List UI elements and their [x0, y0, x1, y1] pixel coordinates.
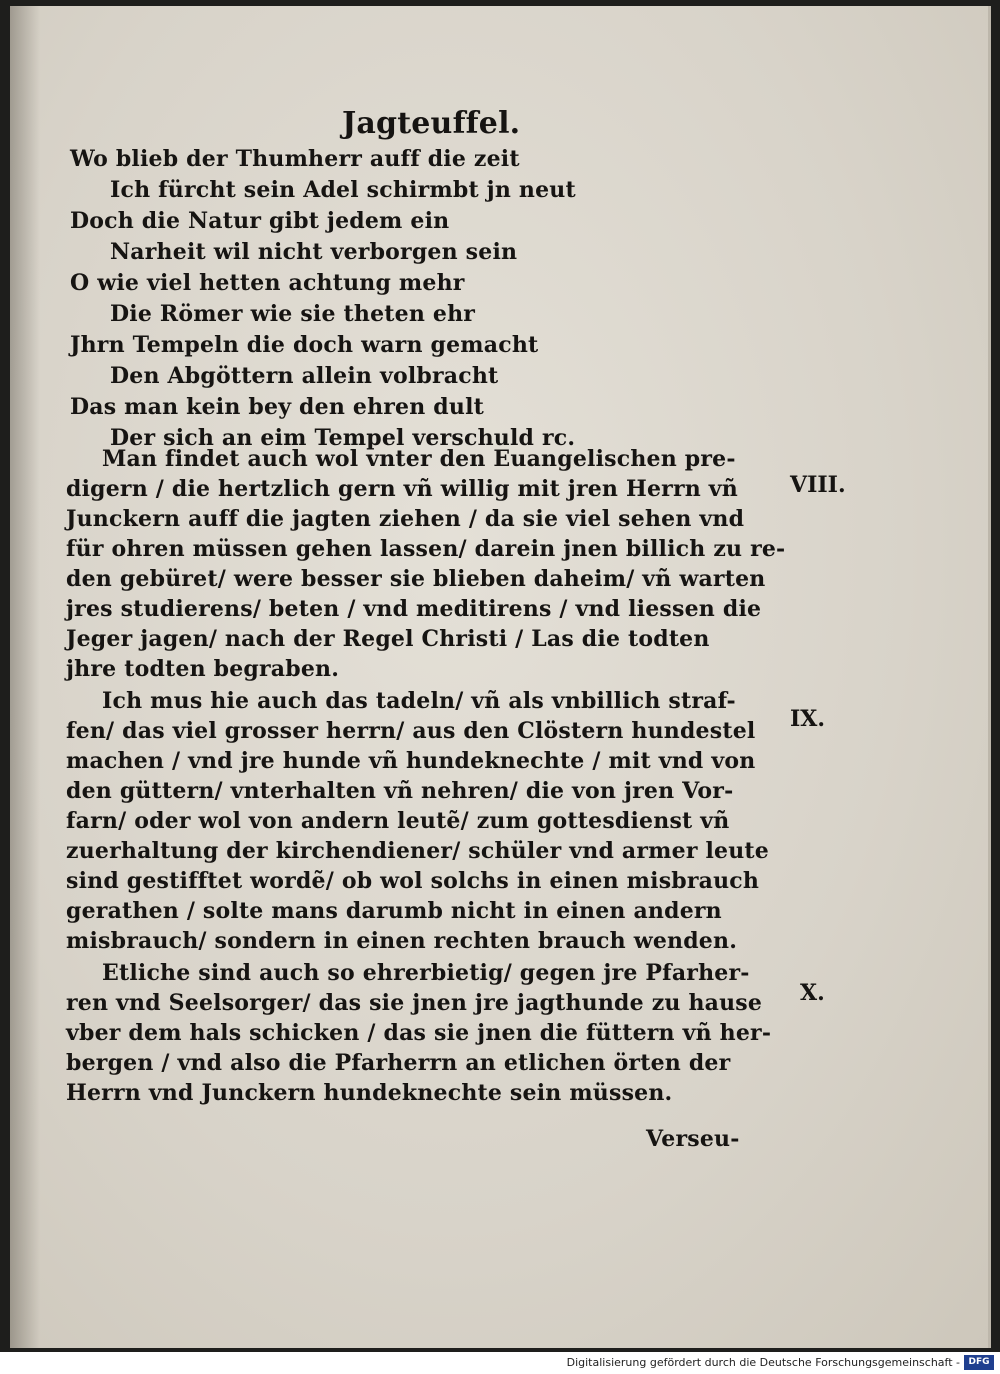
- paragraph-line: farn/ oder wol von andern leutẽ/ zum gottesdienst vñ: [66, 808, 730, 834]
- gutter-shadow: [10, 6, 40, 1348]
- paragraph-line: Etliche sind auch so ehrerbietig/ gegen jre Pfarher-: [102, 960, 750, 986]
- paragraph-line: machen / vnd jre hunde vñ hundeknechte / mit vnd von: [66, 748, 756, 774]
- paragraph-line: gerathen / solte mans darumb nicht in einen andern: [66, 898, 722, 924]
- paragraph-line: Herrn vnd Junckern hundeknechte sein müssen.: [66, 1080, 673, 1106]
- funding-credit: Digitalisierung gefördert durch die Deutsche Forschungsgemeinschaft -: [566, 1356, 960, 1369]
- paragraph-line: Jeger jagen/ nach der Regel Christi / Las die todten: [66, 626, 710, 652]
- paragraph-line: jres studierens/ beten / vnd meditirens / vnd liessen die: [66, 596, 762, 622]
- paragraph-line: bergen / vnd also die Pfarherrn an etlichen örten der: [66, 1050, 731, 1076]
- verse-line: Jhrn Tempeln die doch warn gemacht: [70, 332, 539, 358]
- paragraph-line: den güttern/ vnterhalten vñ nehren/ die von jren Vor-: [66, 778, 734, 804]
- paragraph-viii: [66, 446, 786, 696]
- verse-line: Den Abgöttern allein volbracht: [110, 363, 499, 389]
- verse-line: Narheit wil nicht verborgen sein: [110, 239, 518, 265]
- paragraph-line: fen/ das viel grosser herrn/ aus den Clöstern hundestel: [66, 718, 756, 744]
- footer-bar: [0, 1352, 1000, 1374]
- paragraph-line: ren vnd Seelsorger/ das sie jnen jre jagthunde zu hause: [66, 990, 763, 1016]
- book-page: [10, 6, 991, 1348]
- paragraph-line: Ich mus hie auch das tadeln/ vñ als vnbillich straf-: [102, 688, 736, 714]
- margin-number-x: X.: [800, 980, 825, 1006]
- verse-block: [70, 146, 630, 466]
- margin-number-ix: IX.: [790, 706, 826, 732]
- paragraph-line: vber dem hals schicken / das sie jnen die füttern vñ her-: [66, 1020, 772, 1046]
- paragraph-line: für ohren müssen gehen lassen/ darein jnen billich zu re-: [66, 536, 786, 562]
- paragraph-line: Man findet auch wol vnter den Euangelischen pre-: [102, 446, 736, 472]
- verse-line: Wo blieb der Thumherr auff die zeit: [70, 146, 520, 172]
- verse-line: Das man kein bey den ehren dult: [70, 394, 485, 420]
- paragraph-line: zuerhaltung der kirchendiener/ schüler vnd armer leute: [66, 838, 769, 864]
- page-title: Jagteuffel.: [342, 106, 521, 141]
- verse-line: Der sich an eim Tempel verschuld rc.: [110, 425, 576, 451]
- paragraph-x: [66, 960, 771, 1120]
- paragraph-ix: [66, 688, 771, 968]
- verse-line: Die Römer wie sie theten ehr: [110, 301, 476, 327]
- margin-number-viii: VIII.: [790, 472, 846, 498]
- paragraph-line: sind gestifftet wordẽ/ ob wol solchs in einen misbrauch: [66, 868, 760, 894]
- verse-line: Ich fürcht sein Adel schirmbt jn neut: [110, 177, 576, 203]
- paragraph-line: misbrauch/ sondern in einen rechten brauch wenden.: [66, 928, 738, 954]
- catchword: Verseu-: [646, 1126, 740, 1152]
- paragraph-line: digern / die hertzlich gern vñ willig mit jren Herrn vñ: [66, 476, 738, 502]
- dfg-logo: DFG: [964, 1355, 994, 1370]
- paragraph-line: den gebüret/ were besser sie blieben daheim/ vñ warten: [66, 566, 766, 592]
- verse-line: Doch die Natur gibt jedem ein: [70, 208, 450, 234]
- paragraph-line: jhre todten begraben.: [66, 656, 340, 682]
- verse-line: O wie viel hetten achtung mehr: [70, 270, 465, 296]
- paragraph-line: Junckern auff die jagten ziehen / da sie viel sehen vnd: [66, 506, 745, 532]
